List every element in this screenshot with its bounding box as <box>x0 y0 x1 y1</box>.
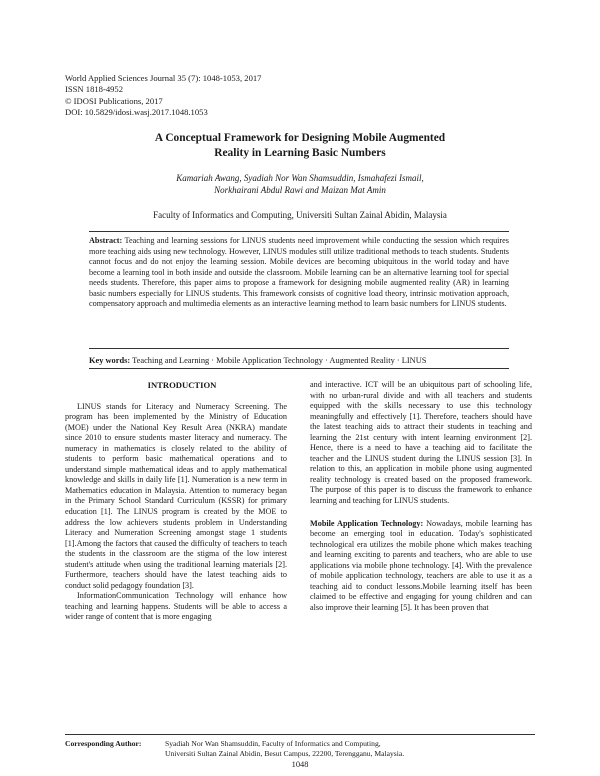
authors-line-1: Kamariah Awang, Syadiah Nor Wan Shamsuddin, Ismahafezi Ismail, <box>176 173 424 183</box>
left-column <box>65 380 287 623</box>
paper-title <box>0 131 600 161</box>
issn: ISSN 1818-4952 <box>65 84 124 95</box>
abstract-top-rule <box>89 231 509 232</box>
corresponding-author-label: Corresponding Author: <box>65 739 142 748</box>
journal-metadata <box>65 73 261 118</box>
introduction-heading: INTRODUCTION <box>147 380 217 390</box>
corresponding-author-line-1: Syadiah Nor Wan Shamsuddin, Faculty of Informatics and Computing, <box>165 739 381 748</box>
intro-continuation: and interactive. ICT will be an ubiquitous part of schooling life, with no urban-rural divide and with all teachers and students equipped with the skills necessary to use this technology meaningfully and effectively [1]. Therefore, teachers should have the latest teaching aids to attract their students in teaching and learning the 21st century with intent learning environment [2]. Hence, there is a need to have a teaching aid to facilitate the teacher and the LINUS student during the LINUS session [3]. In relation to this, an application in mobile phone using augmented reality technology is created based on the proposed framework. The purpose of this paper is to discuss the framework to enhance learning and teaching for LINUS students. <box>310 380 532 506</box>
page-number: 1048 <box>291 760 309 769</box>
title-line-2: Reality in Learning Basic Numbers <box>214 147 386 159</box>
footer-rule <box>65 734 535 735</box>
intro-paragraph-1: LINUS stands for Literacy and Numeracy Screening. The program has been implemented by the Ministry of Education (MOE) under the National Key Result Area (NKRA) mandate since 2010 to ensure students master literacy and numeracy. The numeracy in mathematics is closely related to the ability of students to perform basic mathematical operations and to understand simple mathematical ideas and to apply mathematical knowledge and skills in daily life [1]. Numeration is a new term in Mathematics education in Malaysia. Attention to numeracy began in the Primary School Standard Curriculum (KSSR) for primary education [1]. The LINUS program is created by the MOE to address the low achievers students problem in Understanding Literacy and Numeration Screening amongst stage 1 students [1].Among the factors that caused the difficulty of teachers to teach the students in the classroom are the stigma of the low interest student's attitude when using the traditional learning materials [2]. Furthermore, teachers should have the latest teaching aids to conduct solid pedagogy foundation [3]. <box>65 401 287 590</box>
abstract <box>89 236 509 310</box>
mobile-section <box>310 519 532 614</box>
corresponding-author <box>65 739 404 759</box>
keywords-text: Teaching and Learning · Mobile Application Technology · Augmented Reality · LINUS <box>132 356 427 365</box>
keywords-label: Key words: <box>89 356 131 365</box>
abstract-bottom-rule <box>89 348 509 349</box>
doi: DOI: 10.5829/idosi.wasj.2017.1048.1053 <box>65 106 208 117</box>
intro-paragraph-2: InformationCommunication Technology will enhance how teaching and learning happens. Students will be able to access a wider range of content that is more engaging <box>65 591 287 622</box>
authors-line-2: Norkhairani Abdul Rawi and Maizan Mat Amin <box>214 185 386 195</box>
title-line-1: A Conceptual Framework for Designing Mobile Augmented <box>154 132 446 144</box>
mobile-text: Nowadays, mobile learning has become an emerging tool in education. Today's sophisticated technological era utilizes the mobile phone which makes teaching and learning exciting to parents and teachers, who are able to use applications via mobile phone technology. [4]. With the prevalence of mobile application technology, teachers are able to use it as a teaching aid to conduct lessons.Mobile learning itself has been claimed to be effective and engaging for young children and can also improve their learning [5]. It has been proven that <box>310 518 532 612</box>
author-list <box>0 172 600 196</box>
keywords-rule <box>89 368 509 369</box>
abstract-text: Teaching and learning sessions for LINUS students need improvement while conducting the session which requires more teaching aids using new technology. However, LINUS modules still utilize traditional methods to teach students. Students cannot focus and do not enjoy the learning session. Mobile devices are becoming ubiquitous in the world today and have become a learning tool in both inside and outside the classroom. Mobile learning can be an alternative learning tool for special needs students. Therefore, this paper aims to propose a framework for designing mobile augmented reality (AR) in learning basic numbers especially for LINUS students. This framework consists of cognitive load theory, intrinsic motivation approach, compensatory approach and multimedia elements as an interactive learning method to learn basic numbers for LINUS students. <box>89 236 509 309</box>
keywords <box>89 355 519 366</box>
affiliation: Faculty of Informatics and Computing, Universiti Sultan Zainal Abidin, Malaysia <box>153 210 447 220</box>
copyright: © IDOSI Publications, 2017 <box>65 95 163 106</box>
right-column <box>310 380 532 613</box>
journal-citation: World Applied Sciences Journal 35 (7): 1048-1053, 2017 <box>65 73 262 83</box>
abstract-label: Abstract: <box>89 236 123 245</box>
corresponding-author-line-2: Universiti Sultan Zainal Abidin, Besut Campus, 22200, Terengganu, Malaysia. <box>165 749 405 758</box>
mobile-heading: Mobile Application Technology: <box>310 518 424 528</box>
